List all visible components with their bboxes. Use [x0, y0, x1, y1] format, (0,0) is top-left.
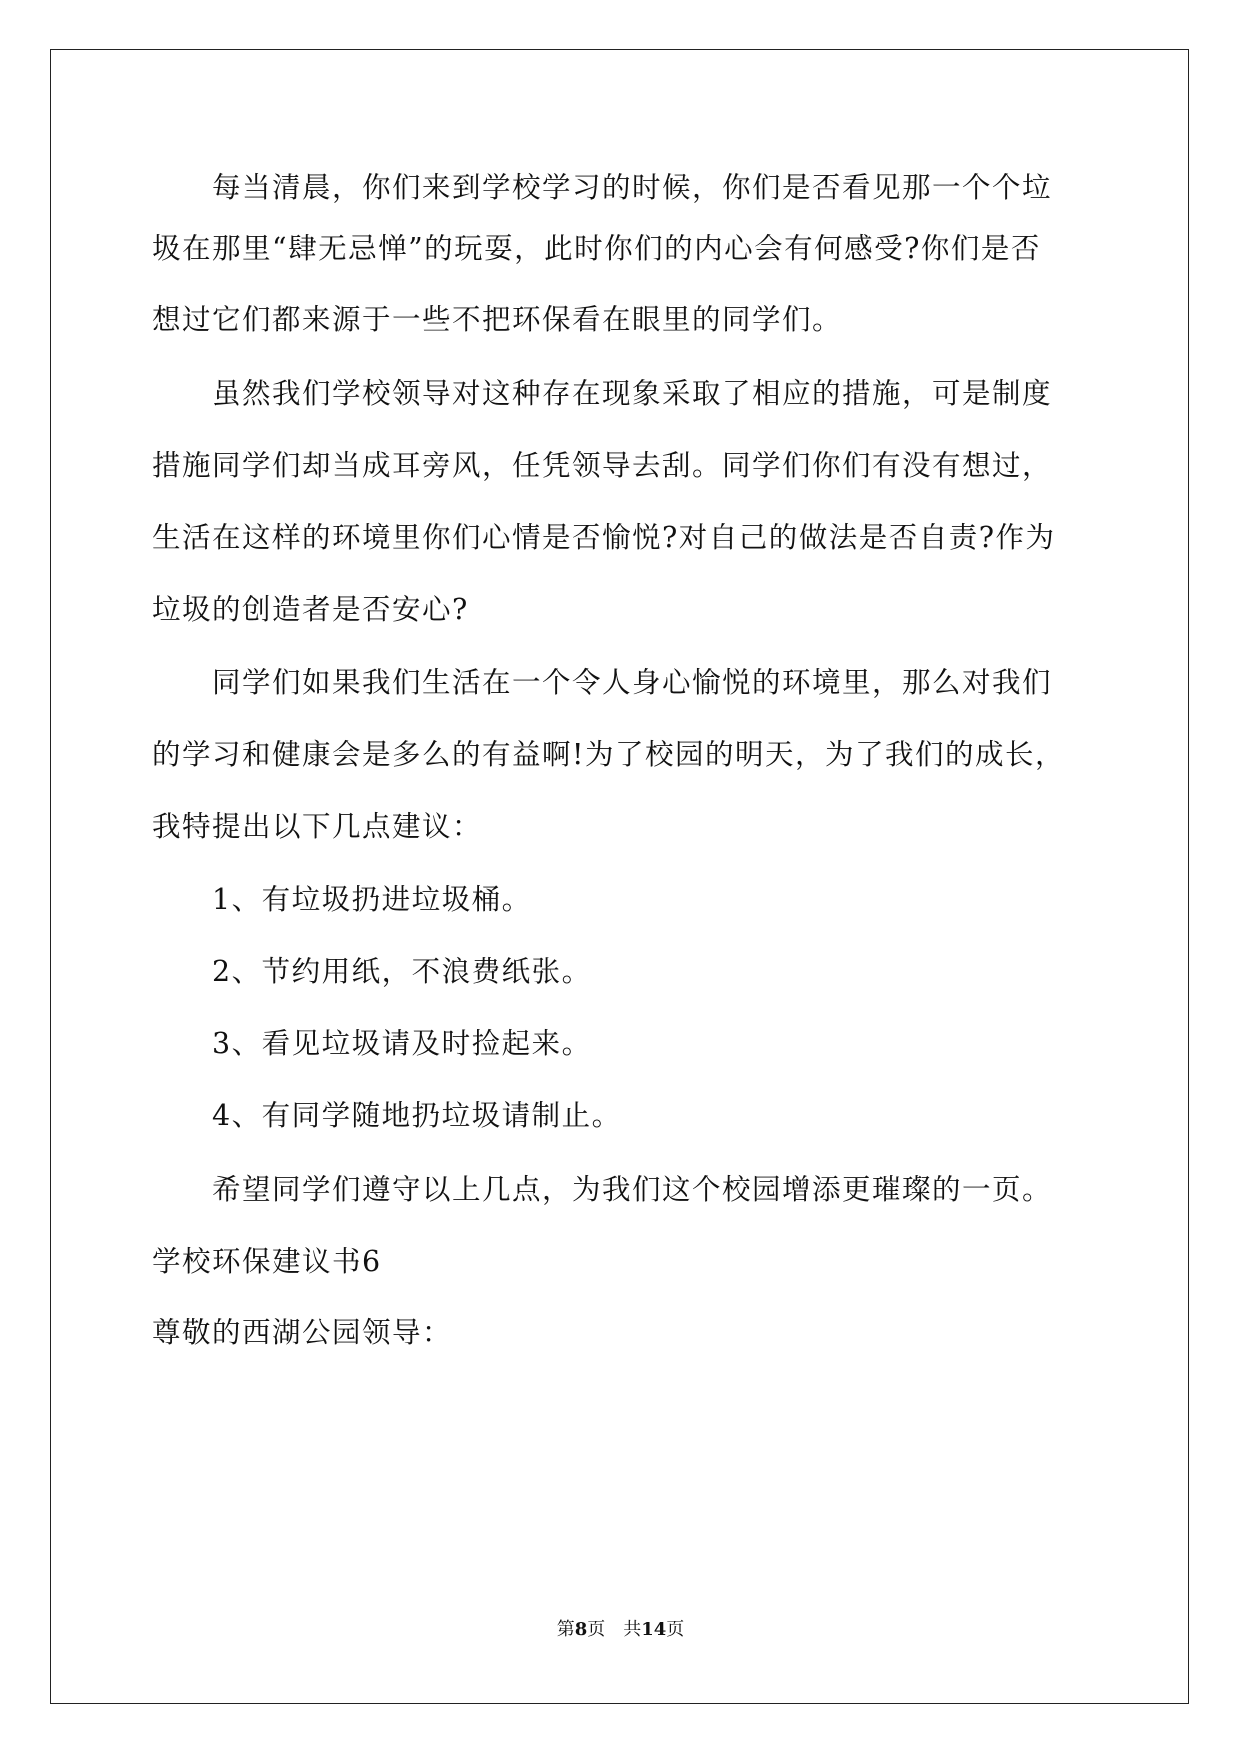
paragraph-line: 的学习和健康会是多么的有益啊!为了校园的明天，为了我们的成长， — [152, 738, 1065, 771]
paragraph-line: 每当清晨，你们来到学校学习的时候，你们是否看见那一个个垃 — [212, 171, 1053, 204]
paragraph-line: 圾在那里“肆无忌惮”的玩耍，此时你们的内心会有何感受?你们是否 — [152, 232, 1041, 265]
paragraph-line: 措施同学们却当成耳旁风，任凭领导去刮。同学们你们有没有想过， — [152, 449, 1053, 482]
paragraph-line: 虽然我们学校领导对这种存在现象采取了相应的措施，可是制度 — [212, 377, 1053, 410]
salutation: 尊敬的西湖公园领导： — [152, 1316, 453, 1349]
total-label-prefix: 共 — [623, 1619, 642, 1640]
paragraph-line: 同学们如果我们生活在一个令人身心愉悦的环境里，那么对我们 — [212, 666, 1053, 699]
page-label-prefix: 第 — [556, 1619, 575, 1640]
total-label-suffix: 页 — [666, 1619, 685, 1640]
list-item: 1、有垃圾扔进垃圾桶。 — [212, 883, 532, 916]
paragraph-line: 希望同学们遵守以上几点，为我们这个校园增添更璀璨的一页。 — [212, 1173, 1053, 1206]
page-border — [50, 49, 1189, 1704]
section-heading: 学校环保建议书6 — [152, 1245, 382, 1278]
page-label-suffix: 页 — [587, 1619, 606, 1640]
list-item: 2、节约用纸，不浪费纸张。 — [212, 955, 592, 988]
page-number: 8 — [574, 1619, 588, 1640]
page-footer — [0, 1618, 1241, 1642]
page-total: 14 — [641, 1619, 667, 1640]
paragraph-line: 我特提出以下几点建议： — [152, 810, 483, 843]
list-item: 3、看见垃圾请及时捡起来。 — [212, 1027, 592, 1060]
list-item: 4、有同学随地扔垃圾请制止。 — [212, 1099, 622, 1132]
paragraph-line: 垃圾的创造者是否安心? — [152, 593, 469, 626]
paragraph-line: 生活在这样的环境里你们心情是否愉悦?对自己的做法是否自责?作为 — [152, 521, 1056, 554]
paragraph-line: 想过它们都来源于一些不把环保看在眼里的同学们。 — [152, 303, 843, 336]
